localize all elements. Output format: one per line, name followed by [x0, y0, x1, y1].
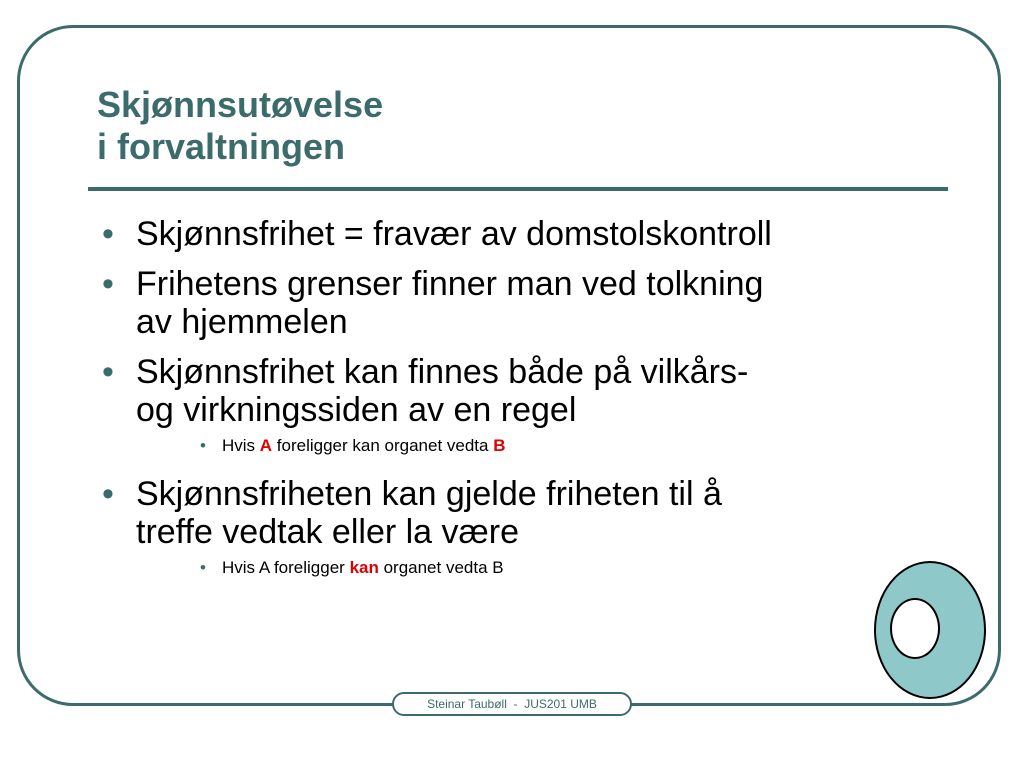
sub-text-part: foreligger kan organet vedta	[272, 436, 494, 455]
title-underline	[88, 187, 948, 191]
sub-bullet-item-2	[100, 557, 980, 579]
emphasis-a: A	[259, 436, 273, 455]
bullet-item-4	[100, 475, 980, 551]
sub-bullet-marker: •	[200, 436, 206, 455]
bullet-text-line-2: og virkningssiden av en regel	[136, 391, 577, 429]
footer-label: Steinar Taubøll - JUS201 UMB	[392, 692, 632, 716]
bullet-text-line-1: Skjønnsfriheten kan gjelde friheten til å	[136, 475, 722, 513]
slide-title-line-2: i forvaltningen	[97, 126, 346, 167]
bullet-text-line-1: Skjønnsfrihet kan finnes både på vilkårs-	[136, 353, 749, 391]
bullet-text-line-1: Frihetens grenser finner man ved tolkning	[136, 265, 764, 303]
bullet-marker: •	[102, 475, 114, 513]
slide-title	[97, 84, 383, 168]
bullet-item-1	[100, 215, 980, 253]
sub-bullet-marker: •	[200, 558, 206, 577]
bullet-list	[100, 215, 980, 597]
bullet-marker: •	[102, 353, 114, 391]
slide-title-line-1: Skjønnsutøvelse	[97, 84, 384, 125]
sub-text-part: Hvis A foreligger	[222, 558, 350, 577]
bullet-marker: •	[102, 265, 114, 303]
bullet-text: Skjønnsfrihet = fravær av domstolskontroll	[136, 215, 772, 253]
emphasis-b: B	[493, 436, 506, 455]
bullet-item-3	[100, 353, 980, 429]
decorative-ring-hole	[890, 598, 940, 659]
sub-text-part: organet vedta B	[378, 558, 504, 577]
bullet-text-line-2: av hjemmelen	[136, 303, 348, 341]
emphasis-kan: kan	[349, 558, 379, 577]
bullet-marker: •	[102, 215, 114, 253]
bullet-text-line-2: treffe vedtak eller la være	[136, 513, 519, 551]
sub-bullet-item-1	[100, 435, 980, 457]
sub-text-part: Hvis	[222, 436, 260, 455]
bullet-item-2	[100, 265, 980, 341]
